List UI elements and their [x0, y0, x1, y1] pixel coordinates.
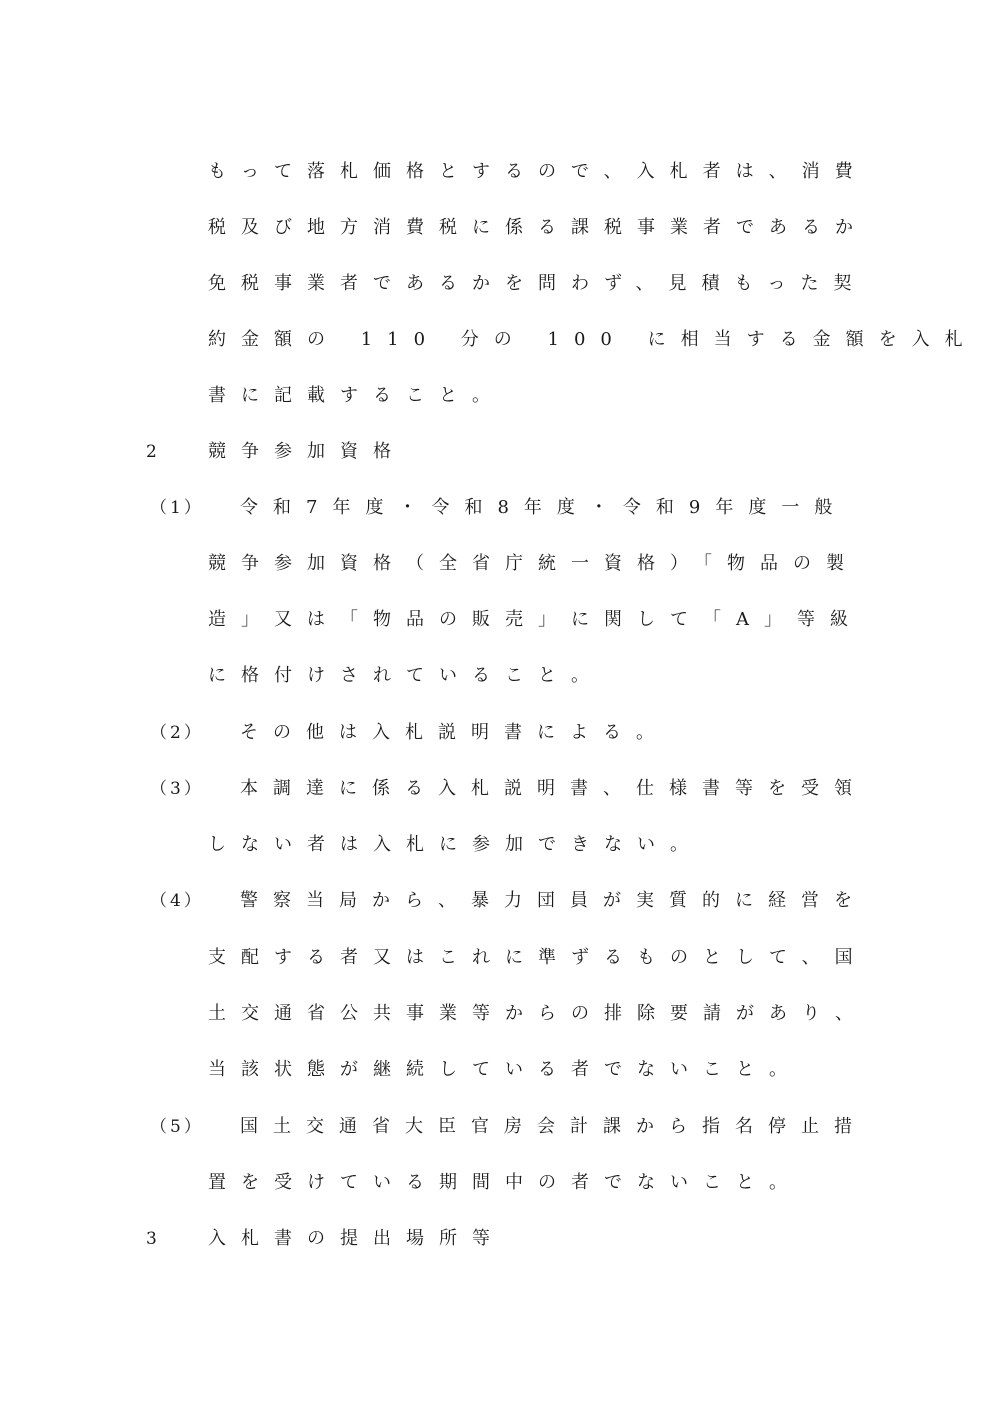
- body-text: 書に記載すること。: [208, 385, 505, 406]
- body-text: 令和7年度・令和8年度・令和9年度一般: [240, 497, 848, 518]
- item-label: （3）: [150, 779, 204, 799]
- body-text: 税及び地方消費税に係る課税事業者であるか: [208, 217, 868, 238]
- item-label: （5）: [150, 1117, 204, 1137]
- body-text: 約金額の 110 分の 100 に相当する金額を入札: [208, 329, 978, 350]
- body-text: 置を受けている期間中の者でないこと。: [208, 1172, 802, 1193]
- item-label: （2）: [150, 723, 204, 743]
- body-text: に格付けされていること。: [208, 665, 604, 686]
- body-text: 支配する者又はこれに準ずるものとして、国: [208, 947, 868, 968]
- body-text: 造」又は「物品の販売」に関して「A」等級: [208, 609, 863, 630]
- body-text: 本調達に係る入札説明書、仕様書等を受領: [240, 778, 867, 799]
- item-label: （1）: [150, 498, 204, 518]
- body-text: 競争参加資格（全省庁統一資格）「物品の製: [208, 553, 859, 574]
- body-text: 土交通省公共事業等からの排除要請があり、: [208, 1003, 868, 1024]
- body-text: その他は入札説明書による。: [240, 722, 669, 743]
- section-title: 競争参加資格: [208, 441, 406, 462]
- body-text: 国土交通省大臣官房会計課から指名停止措: [240, 1116, 867, 1137]
- body-text: 当該状態が継続している者でないこと。: [208, 1059, 802, 1080]
- section-title: 入札書の提出場所等: [208, 1228, 505, 1249]
- body-text: 警察当局から、暴力団員が実質的に経営を: [240, 890, 867, 911]
- item-label: （4）: [150, 891, 204, 911]
- body-text: もって落札価格とするので、入札者は、消費: [208, 161, 868, 182]
- body-text: 免税事業者であるかを問わず、見積もった契: [208, 273, 867, 294]
- section-number: 3: [146, 1229, 160, 1249]
- section-number: 2: [146, 442, 160, 462]
- body-text: しない者は入札に参加できない。: [208, 834, 703, 855]
